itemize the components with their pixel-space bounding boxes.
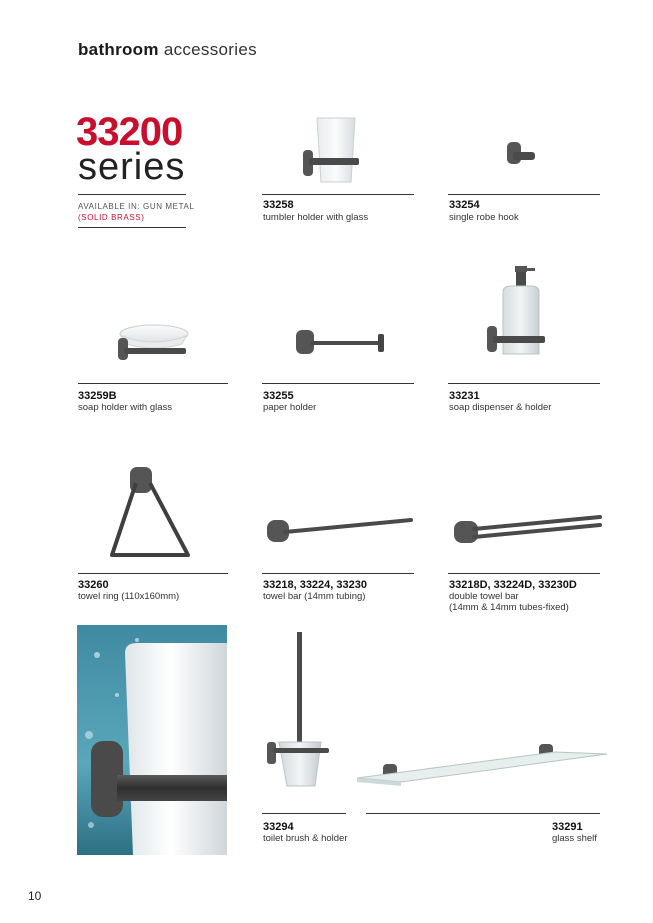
series-rule-top — [78, 194, 186, 195]
toilet-brush-icon — [265, 630, 335, 800]
rule-33259b — [78, 383, 228, 384]
glass-shelf-icon — [355, 740, 610, 788]
desc2-33218d: (14mm & 14mm tubes-fixed) — [449, 602, 569, 613]
desc-33218d: double towel bar — [449, 591, 519, 602]
desc-33255: paper holder — [263, 402, 317, 413]
desc-33260: towel ring (110x160mm) — [78, 591, 180, 602]
rule-33258 — [262, 194, 414, 195]
rule-33260 — [78, 573, 228, 574]
code-33255: 33255 — [263, 390, 294, 402]
code-33260: 33260 — [78, 579, 109, 591]
code-33218: 33218, 33224, 33230 — [263, 579, 367, 591]
desc-33231: soap dispenser & holder — [449, 402, 552, 413]
towel-bar-icon — [265, 514, 415, 544]
rule-33294 — [262, 813, 346, 814]
code-33258: 33258 — [263, 199, 294, 211]
paper-holder-icon — [294, 326, 390, 356]
desc-33254: single robe hook — [449, 212, 519, 223]
soap-holder-icon — [110, 318, 190, 366]
header-bold: bathroom — [78, 40, 159, 59]
code-33291: 33291 — [552, 821, 583, 833]
availability — [78, 201, 195, 223]
header-light: accessories — [163, 40, 257, 59]
desc-33259b: soap holder with glass — [78, 402, 172, 413]
double-towel-bar-icon — [452, 511, 602, 545]
rule-33291 — [366, 813, 600, 814]
rule-33255 — [262, 383, 414, 384]
soap-dispenser-icon — [485, 264, 549, 360]
desc-33218: towel bar (14mm tubing) — [263, 591, 366, 602]
code-33231: 33231 — [449, 390, 480, 402]
available-text: AVAILABLE IN: GUN METAL — [78, 202, 195, 211]
series-word: series — [78, 146, 186, 188]
rule-33254 — [448, 194, 600, 195]
towel-ring-icon — [104, 465, 194, 561]
rule-33231 — [448, 383, 600, 384]
material-text: (SOLID BRASS) — [78, 213, 145, 222]
robe-hook-icon — [503, 140, 539, 168]
desc-33294: toilet brush & holder — [263, 833, 348, 844]
series-rule-bottom — [78, 227, 186, 228]
rule-33218d — [448, 573, 600, 574]
code-33218d: 33218D, 33224D, 33230D — [449, 579, 577, 591]
page-header — [78, 40, 257, 60]
rule-33218 — [262, 573, 414, 574]
lifestyle-photo — [77, 625, 227, 855]
tumbler-holder-icon — [295, 110, 365, 190]
code-33259b: 33259B — [78, 390, 117, 402]
desc-33291: glass shelf — [552, 833, 597, 844]
code-33294: 33294 — [263, 821, 294, 833]
page-number: 10 — [28, 889, 42, 903]
desc-33258: tumbler holder with glass — [263, 212, 369, 223]
series-number: 33200 — [76, 110, 183, 154]
code-33254: 33254 — [449, 199, 480, 211]
